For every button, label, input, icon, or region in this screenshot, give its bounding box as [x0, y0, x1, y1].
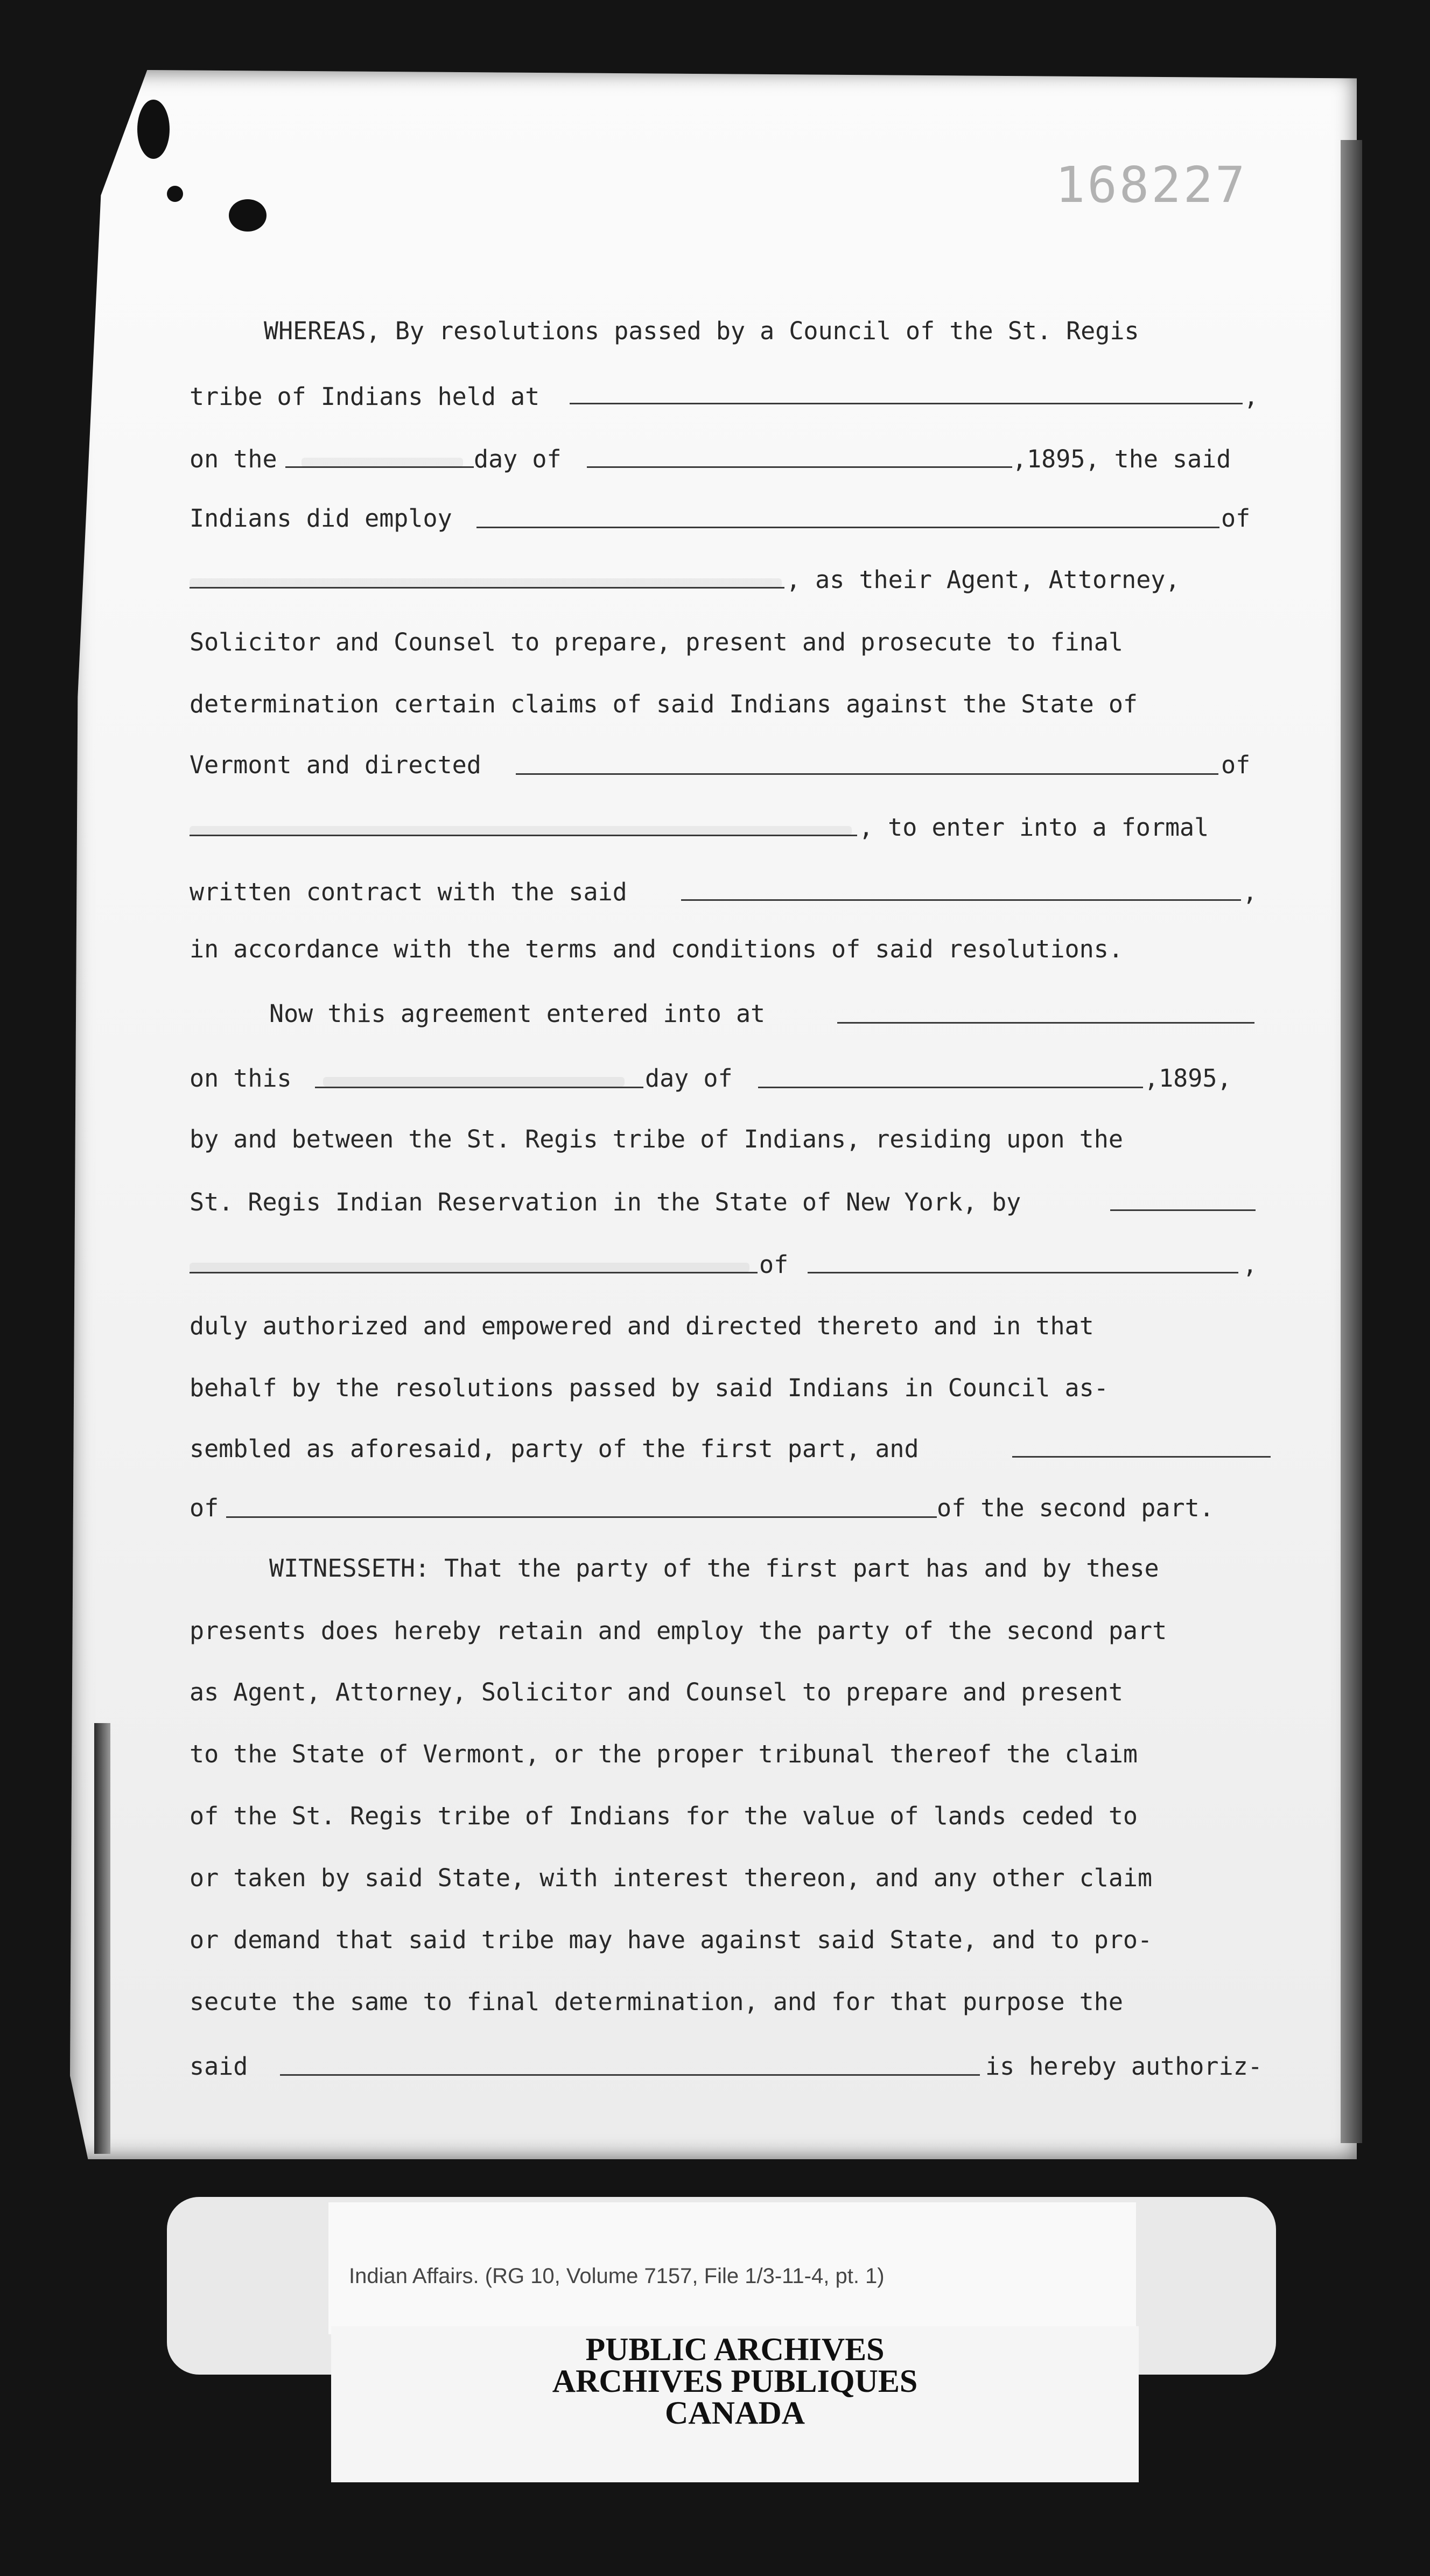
text-line: is hereby authoriz- — [985, 2052, 1263, 2081]
bleed-through — [190, 826, 852, 836]
blank-field — [758, 1087, 1143, 1088]
text-line: of the second part. — [937, 1494, 1214, 1522]
text-line: on the — [190, 445, 277, 473]
bleed-through — [302, 458, 463, 467]
punch-hole — [229, 199, 267, 232]
text-line: day of — [474, 445, 562, 473]
text-line: determination certain claims of said Indians against the State of — [190, 690, 1138, 718]
text-line: by and between the St. Regis tribe of Indians, residing upon the — [190, 1125, 1123, 1153]
text-line: , — [1243, 878, 1258, 906]
blank-field — [681, 899, 1241, 901]
blank-field — [587, 466, 1012, 468]
text-line: to the State of Vermont, or the proper tribunal thereof the claim — [190, 1740, 1138, 1768]
blank-field — [808, 1272, 1238, 1273]
blank-field — [476, 527, 1219, 528]
text-line: of the St. Regis tribe of Indians for the value of lands ceded to — [190, 1802, 1138, 1830]
blank-field — [1012, 1456, 1271, 1458]
text-line: of — [1221, 751, 1251, 779]
text-line: St. Regis Indian Reservation in the State of New York, by — [190, 1188, 1021, 1216]
text-line: WITNESSETH: That the party of the first part has and by these — [269, 1554, 1159, 1583]
page-edge-shadow — [1341, 140, 1362, 2143]
blank-field — [226, 1516, 937, 1518]
text-line: as Agent, Attorney, Solicitor and Counsel to prepare and present — [190, 1678, 1123, 1706]
text-line: ,1895, the said — [1012, 445, 1231, 473]
source-citation: Indian Affairs. (RG 10, Volume 7157, File 1/3-11-4, pt. 1) — [349, 2264, 885, 2288]
blank-field — [570, 403, 1243, 404]
archives-name-en: PUBLIC ARCHIVES — [585, 2332, 885, 2367]
bleed-through — [190, 1263, 749, 1272]
ink-blot — [137, 100, 170, 159]
text-line: , — [1244, 382, 1259, 411]
text-line: day of — [645, 1064, 733, 1093]
text-line: ,1895, — [1144, 1064, 1232, 1093]
blank-field — [516, 773, 1218, 775]
text-line: said — [190, 2052, 248, 2081]
text-line: secute the same to final determination, and for that purpose the — [190, 1987, 1123, 2016]
text-line: of — [190, 1494, 219, 1522]
text-line: Solicitor and Counsel to prepare, present and prosecute to final — [190, 628, 1123, 656]
page-edge-shadow-left — [94, 1723, 110, 2154]
text-line: , — [1243, 1250, 1258, 1279]
text-line: , to enter into a formal — [859, 813, 1209, 842]
text-line: Indians did employ — [190, 504, 452, 533]
text-line: or demand that said tribe may have against said State, and to pro- — [190, 1926, 1153, 1954]
bleed-through — [190, 578, 782, 588]
text-line: tribe of Indians held at — [190, 382, 540, 411]
archives-country: CANADA — [665, 2395, 805, 2431]
text-line: written contract with the said — [190, 878, 627, 906]
blank-field — [315, 1087, 643, 1088]
bleed-through — [323, 1077, 625, 1087]
text-line: or taken by said State, with interest thereon, and any other claim — [190, 1864, 1153, 1892]
text-line: , as their Agent, Attorney, — [786, 565, 1180, 594]
text-line: of — [759, 1250, 789, 1279]
text-line: presents does hereby retain and employ the party of the second part — [190, 1616, 1167, 1645]
text-line: duly authorized and empowered and directed thereto and in that — [190, 1312, 1094, 1340]
blank-field — [837, 1022, 1254, 1024]
file-number-stamp: 168227 — [1055, 156, 1247, 214]
text-line: sembled as aforesaid, party of the first part, and — [190, 1434, 919, 1463]
blank-field — [280, 2074, 980, 2076]
archives-name-fr: ARCHIVES PUBLIQUES — [552, 2363, 918, 2399]
text-line: behalf by the resolutions passed by said Indians in Council as- — [190, 1374, 1109, 1402]
text-line: Now this agreement entered into at — [269, 999, 766, 1028]
text-line: Vermont and directed — [190, 751, 481, 779]
text-line: of — [1221, 504, 1251, 533]
text-line: in accordance with the terms and conditions of said resolutions. — [190, 935, 1123, 963]
ink-mark — [167, 186, 183, 202]
blank-field — [1110, 1209, 1256, 1211]
text-line: WHEREAS, By resolutions passed by a Council of the St. Regis — [264, 317, 1139, 345]
text-line: on this — [190, 1064, 292, 1093]
